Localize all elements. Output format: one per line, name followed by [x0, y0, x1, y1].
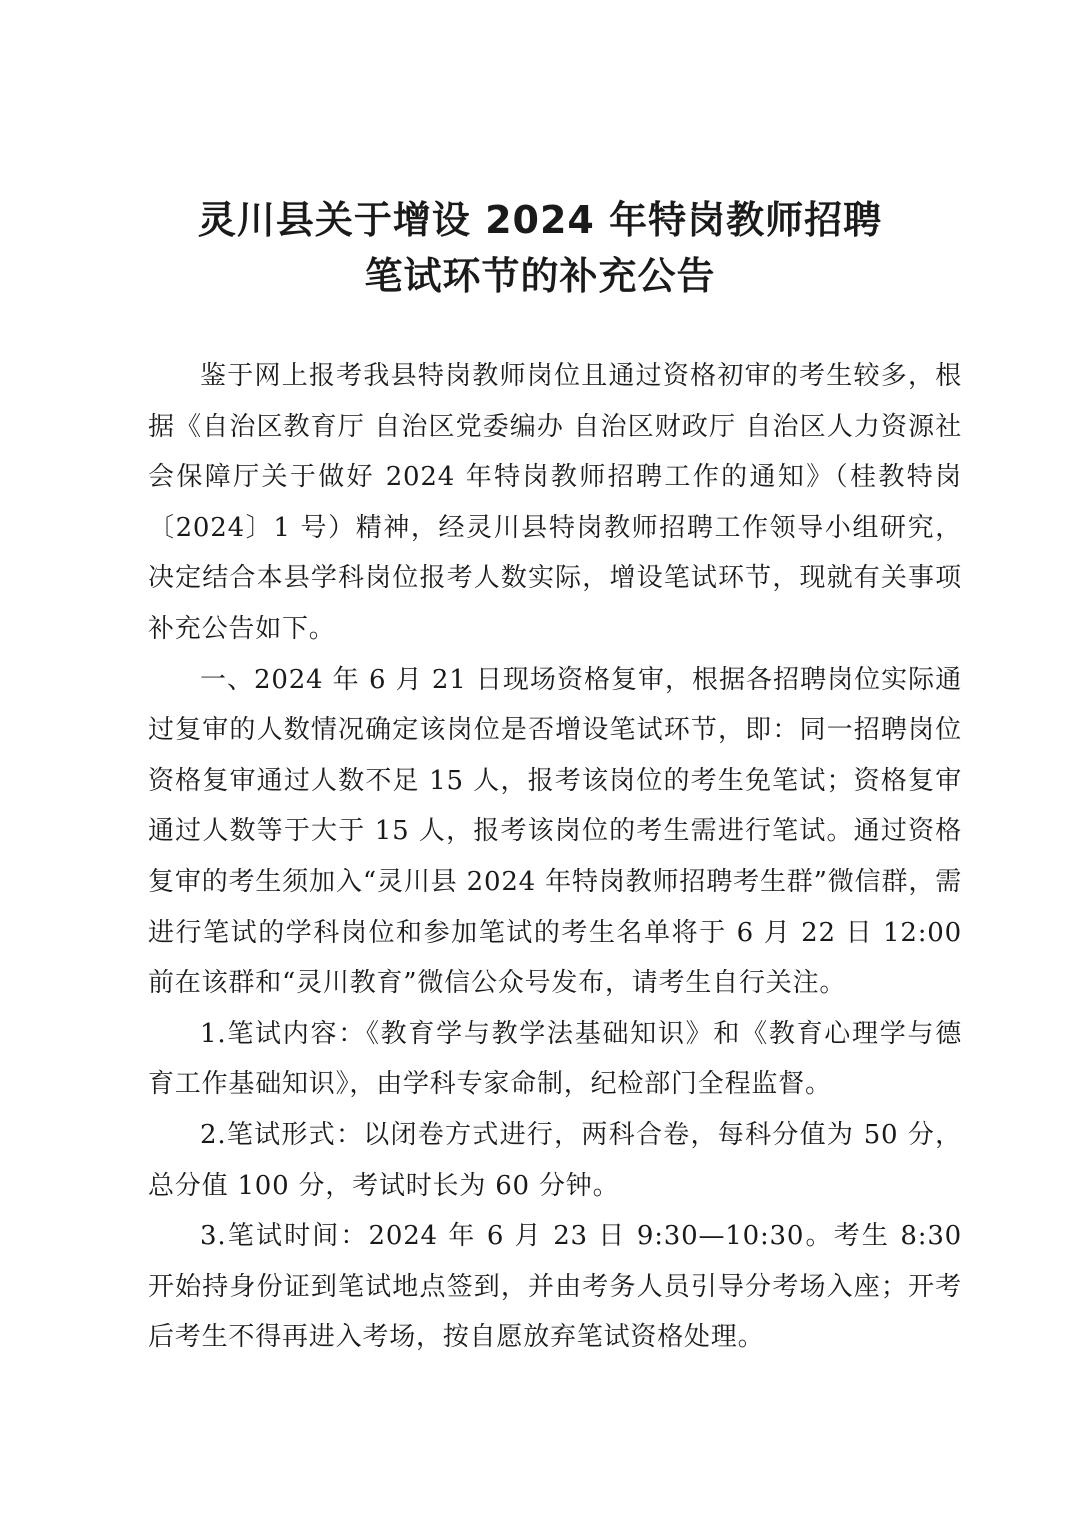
document-title-line-2: 笔试环节的补充公告 — [364, 254, 716, 298]
paragraph-section-one: 一、2024 年 6 月 21 日现场资格复审，根据各招聘岗位实际通过复审的人数情况确定该岗位是否增设笔试环节，即：同一招聘岗位资格复审通过人数不足 15 人，报考该岗位的考生免笔试；资格复审通过人数等于大于 15 人，报考该岗位的考生需进行笔试。通过资格复审的考生须加入“灵川县 2024 年特岗教师招聘考生群”微信群，需进行笔试的学科岗位和参加笔试的考生名单将于 6 月 22 日 12:00 前在该群和“灵川教育”微信公众号发布，请考生自行关注。 — [148, 664, 962, 999]
document-body — [148, 351, 962, 1363]
paragraph-exam-format: 2.笔试形式：以闭卷方式进行，两科合卷，每科分值为 50 分，总分值 100 分，考试时长为 60 分钟。 — [148, 1119, 962, 1201]
paragraph-intro: 鉴于网上报考我县特岗教师岗位且通过资格初审的考生较多，根据《自治区教育厅 自治区党委编办 自治区财政厅 自治区人力资源社会保障厅关于做好 2024 年特岗教师招聘工作的通知》（桂教特岗〔2024〕1 号）精神，经灵川县特岗教师招聘工作领导小组研究，决定结合本县学科岗位报考人数实际，增设笔试环节，现就有关事项补充公告如下。 — [148, 361, 962, 644]
document-title-line-1: 灵川县关于增设 2024 年特岗教师招聘 — [197, 198, 883, 242]
paragraph-exam-time: 3.笔试时间：2024 年 6 月 23 日 9:30—10:30。考生 8:30 开始持身份证到笔试地点签到，并由考务人员引导分考场入座；开考后考生不得再进入考场，按自愿放弃笔试资格处理。 — [148, 1221, 962, 1353]
paragraph-exam-content: 1.笔试内容：《教育学与教学法基础知识》和《教育心理学与德育工作基础知识》，由学科专家命制，纪检部门全程监督。 — [148, 1018, 962, 1100]
